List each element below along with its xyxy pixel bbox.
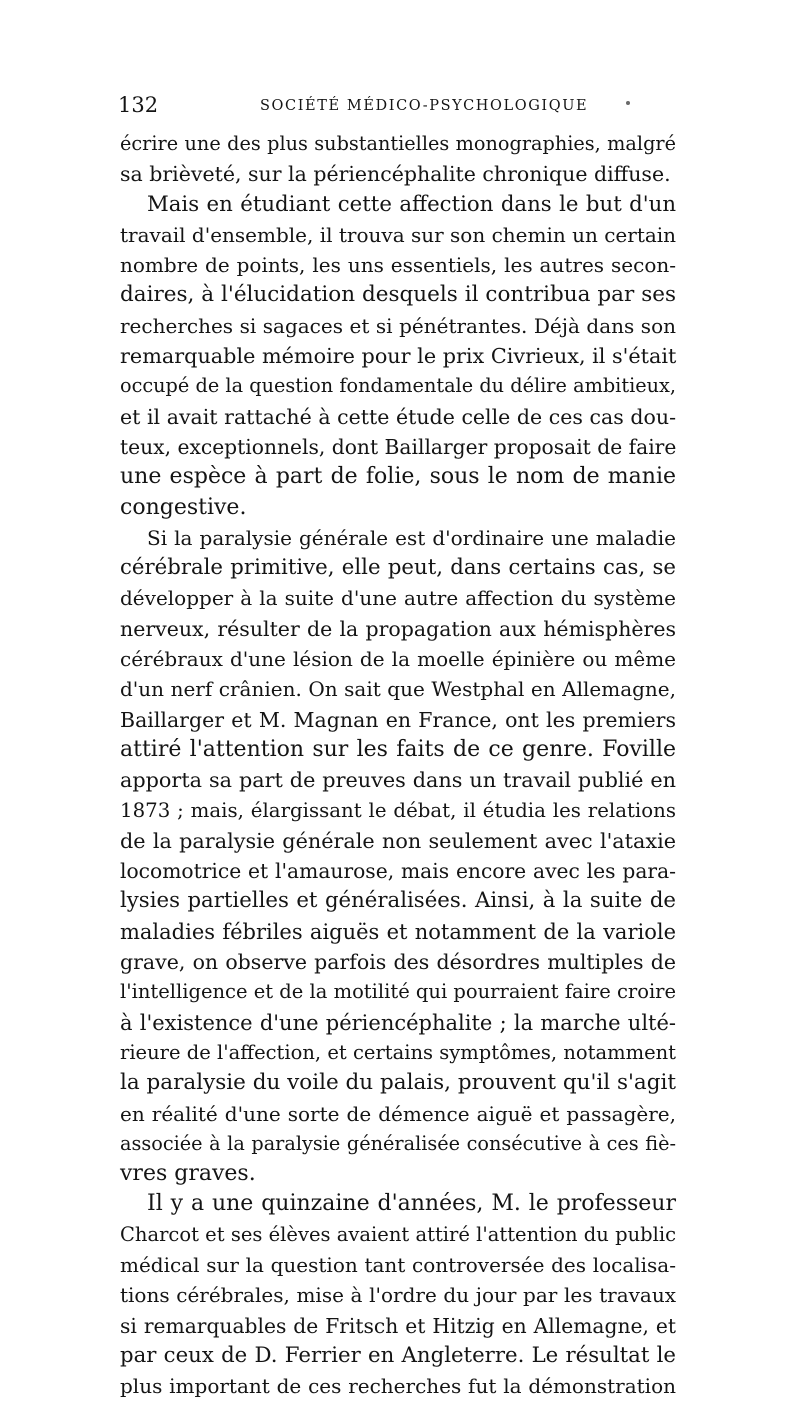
text-line: teux, exceptionnels, dont Baillarger proposait de faire (120, 434, 677, 459)
text-line: associée à la paralysie généralisée consécutive à ces fiè- (120, 1131, 676, 1155)
text-line: Il y a une quinzaine d'années, M. le professeur (147, 1191, 676, 1217)
text-line: attiré l'attention sur les faits de ce genre. Foville (120, 736, 676, 762)
text-line: une espèce à part de folie, sous le nom de manie (120, 464, 676, 490)
text-line: apporta sa part de preuves dans un travail publié en (120, 768, 676, 793)
text-line: nombre de points, les uns essentiels, les autres secon- (120, 253, 676, 278)
text-line: maladies fébriles aiguës et notamment de la variole (120, 919, 676, 944)
text-line: travail d'ensemble, il trouva sur son chemin un certain (120, 222, 677, 247)
text-line: tions cérébrales, mise à l'ordre du jour par les travaux (120, 1283, 676, 1308)
text-line: si remarquables de Fritsch et Hitzig en Allemagne, et (120, 1313, 676, 1338)
text-line: sa brièveté, sur la périencéphalite chronique diffuse. (120, 162, 671, 187)
text-line: écrire une des plus substantielles monographies, malgré (120, 132, 676, 155)
text-line: d'un nerf crânien. On sait que Westphal en Allemagne, (120, 677, 676, 702)
running-title: SOCIÉTÉ MÉDICO-PSYCHOLOGIQUE (260, 98, 589, 114)
text-line: Mais en étudiant cette affection dans le but d'un (147, 191, 676, 217)
text-line: Charcot et ses élèves avaient attiré l'attention du public (120, 1222, 676, 1246)
page-number: 132 (118, 93, 159, 117)
text-line: l'intelligence et de la motilité qui pourraient faire croire (120, 980, 677, 1004)
text-line: développer à la suite d'une autre affection du système (120, 586, 676, 611)
text-line: médical sur la question tant controversée des localisa- (120, 1252, 676, 1277)
text-line: cérébrale primitive, elle peut, dans certains cas, se (120, 555, 676, 581)
text-line: en réalité d'une sorte de démence aiguë et passagère, (120, 1101, 676, 1126)
text-line: Baillarger et M. Magnan en France, ont les premiers (120, 707, 676, 732)
text-line: congestive. (120, 494, 247, 520)
page-header (118, 90, 678, 120)
text-line: remarquable mémoire pour le prix Civrieux, il s'était (120, 344, 677, 369)
text-line: de la paralysie générale non seulement avec l'ataxie (120, 828, 676, 853)
text-line: Si la paralysie générale est d'ordinaire une maladie (147, 525, 676, 550)
text-line: lysies partielles et généralisées. Ainsi, à la suite de (120, 888, 676, 914)
text-line: la paralysie du voile du palais, prouvent qu'il s'agit (120, 1070, 677, 1096)
text-line: locomotrice et l'amaurose, mais encore avec les para- (120, 859, 676, 884)
text-line: rieure de l'affection, et certains symptômes, notamment (120, 1040, 676, 1064)
text-line: et il avait rattaché à cette étude celle de ces cas dou- (120, 404, 676, 429)
text-line: plus important de ces recherches fut la démonstration (120, 1374, 676, 1399)
text-line: vres graves. (120, 1161, 256, 1187)
body-text (120, 129, 676, 1401)
text-line: recherches si sagaces et si pénétrantes. Déjà dans son (120, 313, 676, 338)
text-line: nerveux, résulter de la propagation aux hémisphères (120, 616, 676, 641)
text-line: grave, on observe parfois des désordres multiples de (120, 950, 676, 975)
text-line: daires, à l'élucidation desquels il contribua par ses (120, 282, 676, 308)
text-line: 1873 ; mais, élargissant le débat, il étudia les relations (120, 798, 676, 822)
text-line: à l'existence d'une périencéphalite ; la marche ulté- (120, 1010, 676, 1035)
text-line: cérébraux d'une lésion de la moelle épinière ou même (120, 647, 676, 672)
ink-speck (626, 101, 630, 105)
text-line: par ceux de D. Ferrier en Angleterre. Le résultat le (120, 1342, 676, 1368)
text-line: occupé de la question fondamentale du délire ambitieux, (120, 374, 676, 398)
